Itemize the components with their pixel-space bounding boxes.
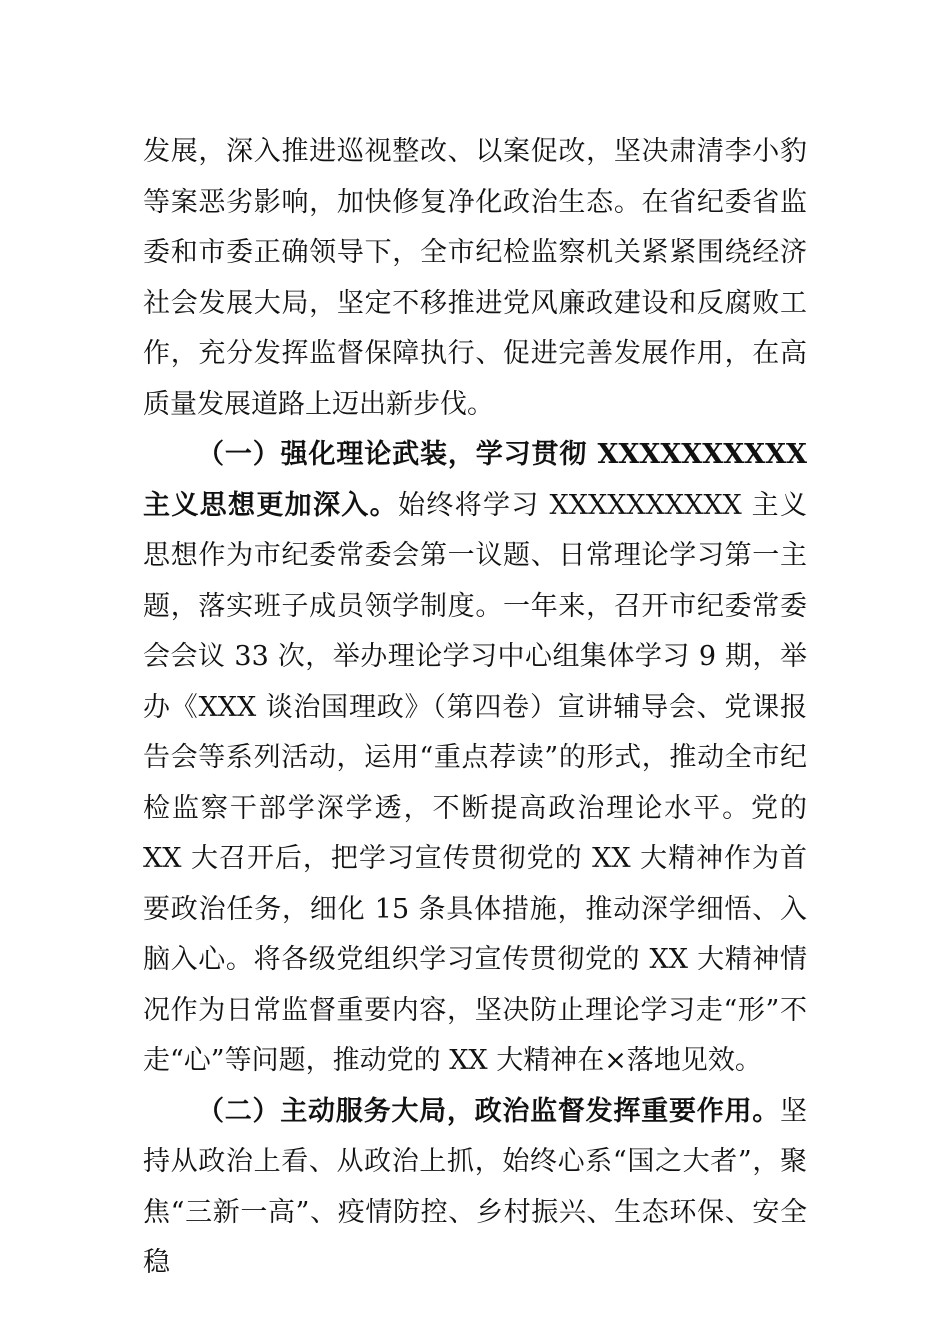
paragraph-body: 坚持从政治上看、从政治上抓，始终心系“国之大者”，聚焦“三新一高”、疫情防控、乡村振兴、生态环保、安全稳 — [143, 1095, 807, 1278]
paragraph-body: 始终将学习 XXXXXXXXXX 主义思想作为市纪委常委会第一议题、日常理论学习第一主题，落实班子成员领学制度。一年来，召开市纪委常委会会议 33 次，举办理论学习中心组集体学习 9 期，举办《XXX 谈治国理政》（第四卷）宣讲辅导会、党课报告会等系列活动，运用“重点荐读”的形式，推动全市纪检监察干部学深学透，不断提高政治理论水平。党的 XX 大召开后，把学习宣传贯彻党的 XX 大精神作为首要政治任务，细化 15 条具体措施，推动深学细悟、入脑入心。将各级党组织学习宣传贯彻党的 XX 大精神情况作为日常监督重要内容，坚决防止理论学习走“形”不走“心”等问题，推动党的 XX 大精神在×落地见效。 — [143, 489, 808, 1076]
paragraph-section-1 — [143, 430, 807, 1087]
paragraph-section-2 — [143, 1087, 807, 1289]
section-heading: （一）强化理论武装，学习贯彻 XXXXXXXXXX 主义思想更加深入。 — [143, 439, 807, 521]
paragraph-continuation — [143, 127, 807, 430]
document-body — [143, 127, 807, 1289]
section-heading: （二）主动服务大局，政治监督发挥重要作用。 — [197, 1095, 780, 1127]
paragraph-body: 发展，深入推进巡视整改、以案促改，坚决肃清李小豹等案恶劣影响，加快修复净化政治生态。在省纪委省监委和市委正确领导下，全市纪检监察机关紧紧围绕经济社会发展大局，坚定不移推进党风廉政建设和反腐败工作，充分发挥监督保障执行、促进完善发展作用，在高质量发展道路上迈出新步伐。 — [143, 136, 807, 420]
